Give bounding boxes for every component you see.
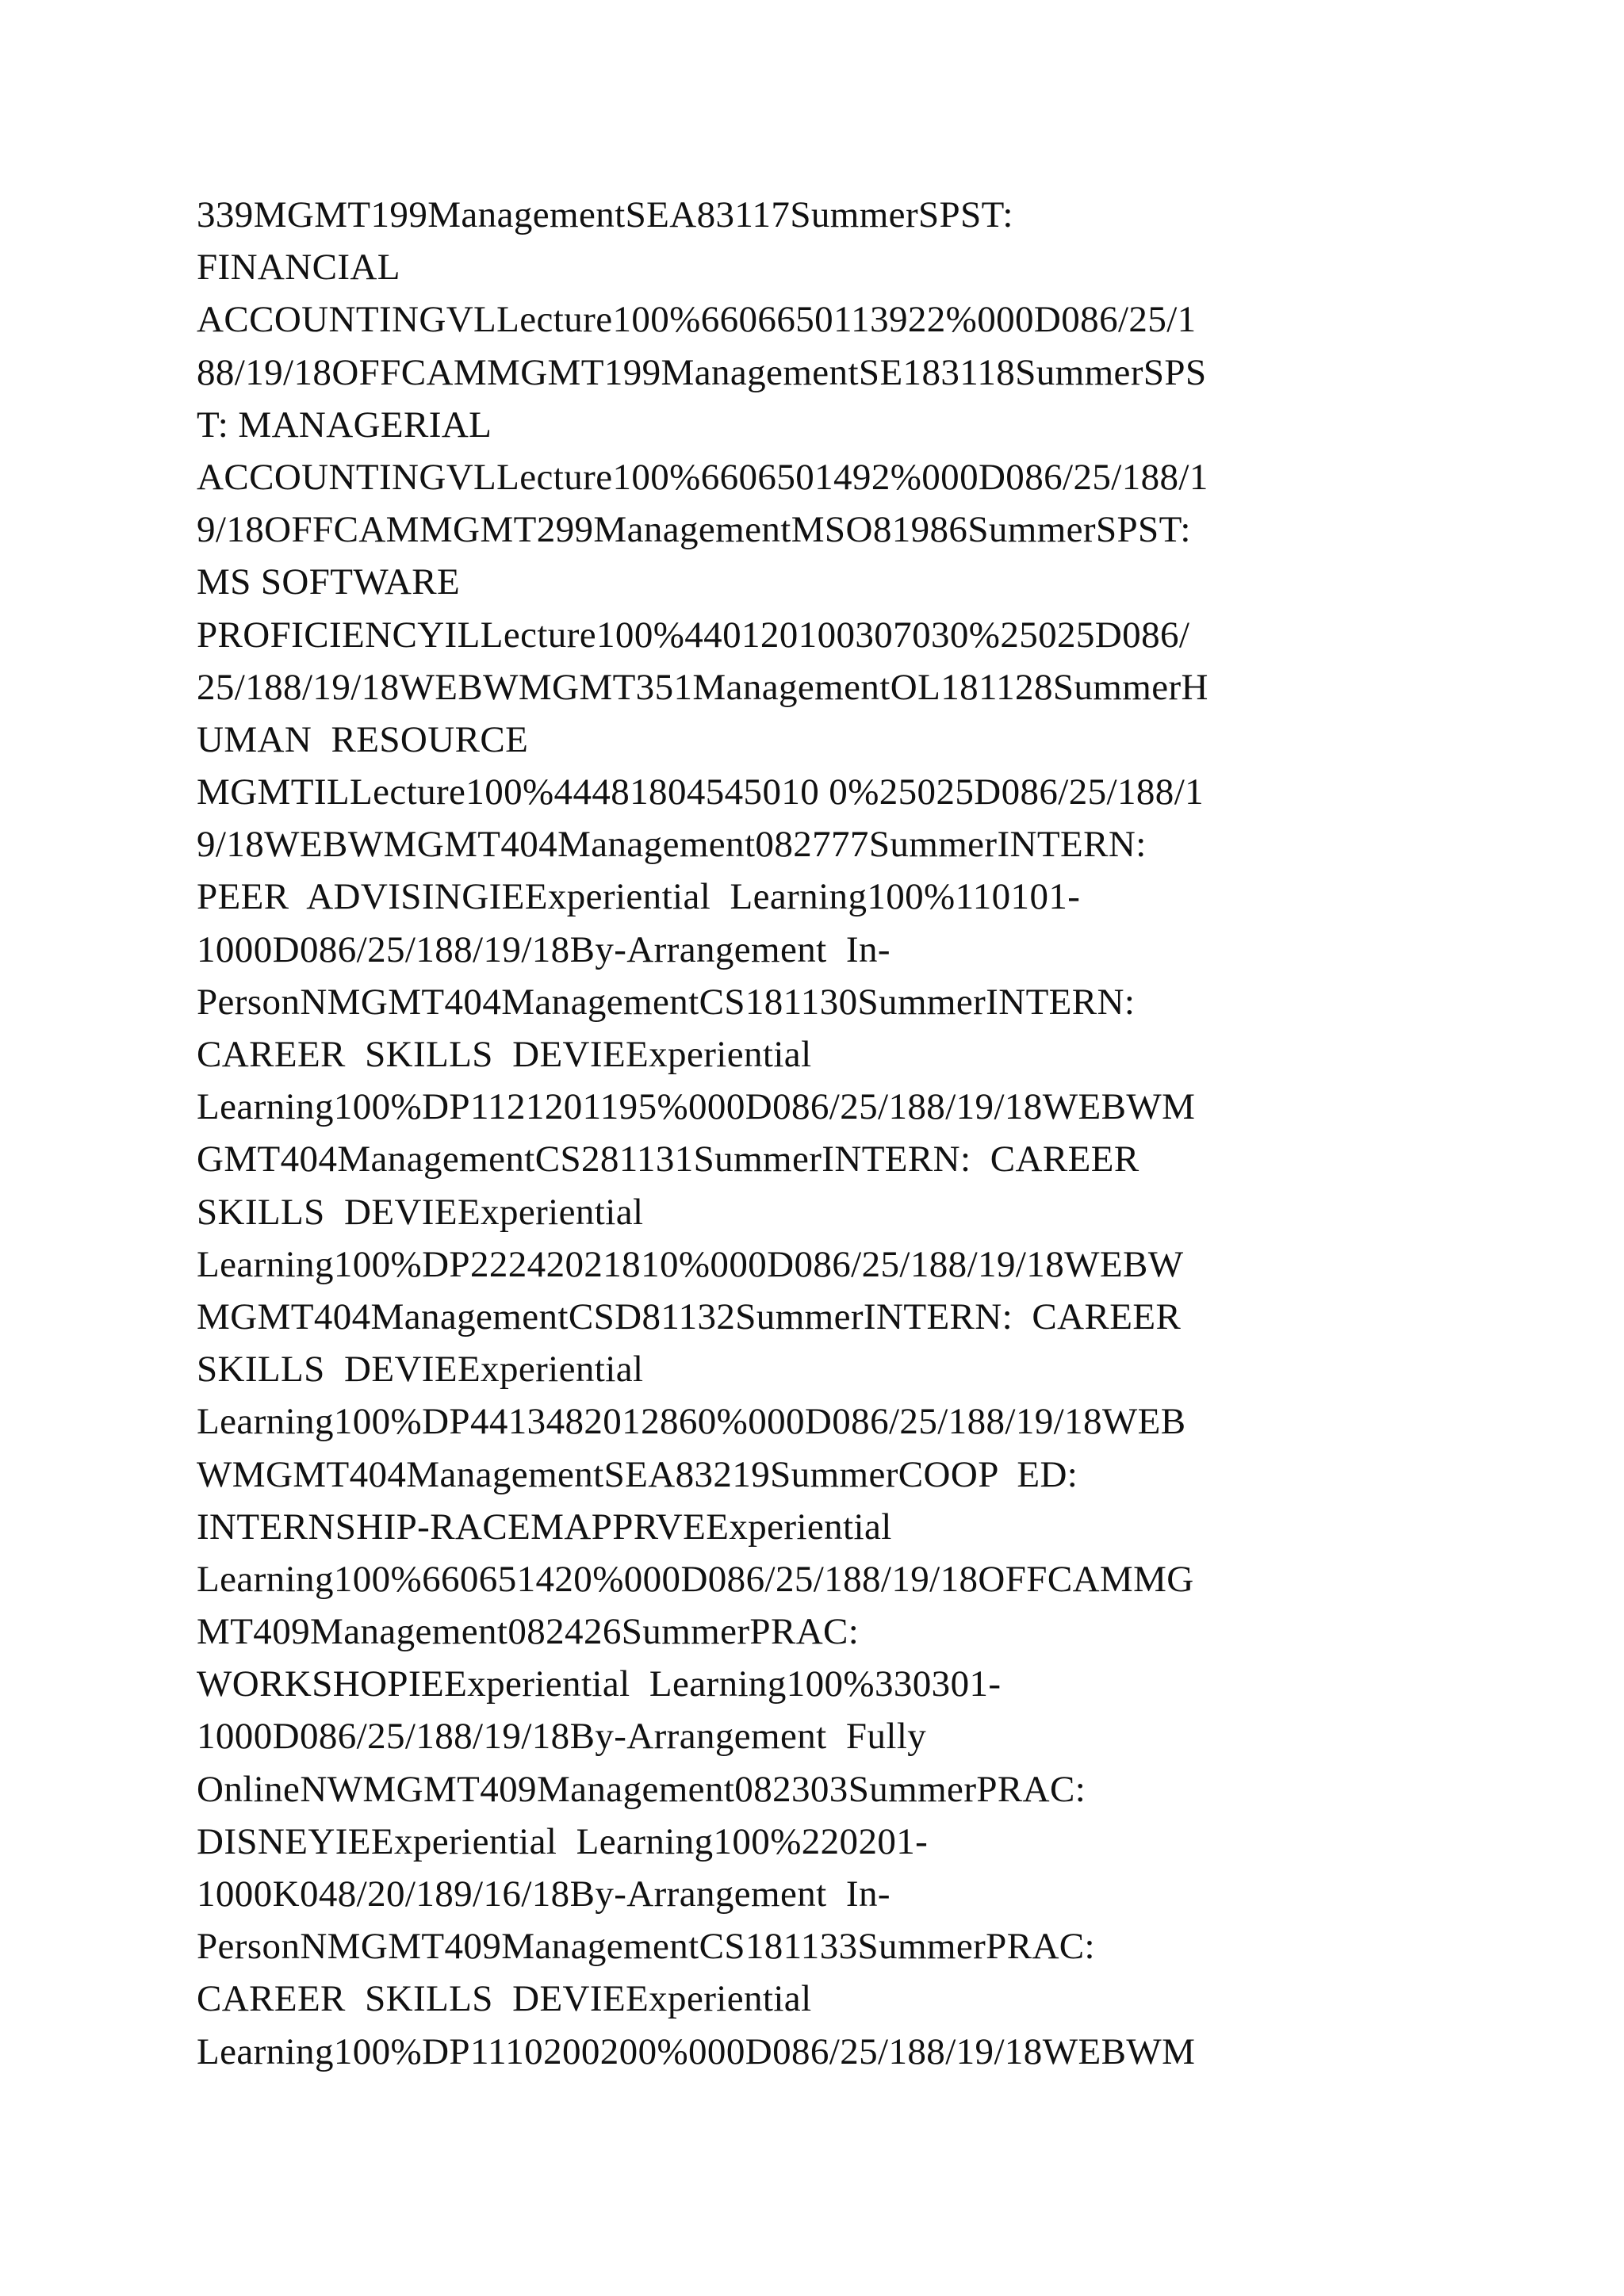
text-line: FINANCIAL xyxy=(197,247,400,289)
text-line: 339MGMT199ManagementSEA83117SummerSPST: xyxy=(197,194,1013,235)
text-line: 9/18OFFCAMMGMT299ManagementMSO81986SummerSPST: xyxy=(197,509,1191,551)
course-listing-text xyxy=(197,189,1434,2078)
text-line: Learning100%DP1110200200%000D086/25/188/19/18WEBWM xyxy=(197,2030,1196,2072)
text-line: MT409Management082426SummerPRAC: xyxy=(197,1611,860,1653)
text-line: Learning100%660651420%000D086/25/188/19/18OFFCAMMG xyxy=(197,1558,1194,1600)
text-line: SKILLS DEVIEExperiential xyxy=(197,1349,644,1391)
text-line: 1000K048/20/189/16/18By-Arrangement In- xyxy=(197,1873,891,1915)
text-line: SKILLS DEVIEExperiential xyxy=(197,1191,644,1233)
text-line: WMGMT404ManagementSEA83219SummerCOOP ED: xyxy=(197,1453,1078,1495)
text-line: Learning100%DP1121201195%000D086/25/188/19/18WEBWM xyxy=(197,1086,1196,1128)
text-line: OnlineNWMGMT409Management082303SummerPRAC: xyxy=(197,1768,1086,1810)
text-line: PersonNMGMT404ManagementCS181130SummerINTERN: xyxy=(197,981,1136,1023)
text-line: DISNEYIEExperiential Learning100%220201- xyxy=(197,1820,929,1862)
text-line: MGMT404ManagementCSD81132SummerINTERN: CAREER xyxy=(197,1295,1182,1337)
text-line: GMT404ManagementCS281131SummerINTERN: CAREER xyxy=(197,1138,1139,1181)
text-line: T: MANAGERIAL xyxy=(197,404,492,446)
text-line: Learning100%DP4413482012860%000D086/25/188/19/18WEB xyxy=(197,1401,1186,1443)
text-line: MGMTILLecture100%44481804545010 0%25025D086/25/188/1 xyxy=(197,771,1205,813)
text-line: WORKSHOPIEExperiential Learning100%330301- xyxy=(197,1663,1002,1705)
text-line: 1000D086/25/188/19/18By-Arrangement In- xyxy=(197,928,891,970)
text-line: MS SOFTWARE xyxy=(197,561,461,603)
text-line: INTERNSHIP-RACEMAPPRVEExperiential xyxy=(197,1506,892,1548)
text-line: PEER ADVISINGIEExperiential Learning100%110101- xyxy=(197,876,1081,918)
text-line: ACCOUNTINGVLLecture100%6606501492%000D086/25/188/1 xyxy=(197,456,1208,498)
text-line: PROFICIENCYILLecture100%440120100307030%25025D086/ xyxy=(197,614,1190,656)
text-line: 9/18WEBWMGMT404Management082777SummerINTERN: xyxy=(197,824,1147,866)
text-line: CAREER SKILLS DEVIEExperiential xyxy=(197,1978,812,2020)
text-line: UMAN RESOURCE xyxy=(197,718,529,760)
text-line: Learning100%DP22242021810%000D086/25/188/19/18WEBW xyxy=(197,1243,1184,1285)
text-line: 88/19/18OFFCAMMGMT199ManagementSE183118SummerSPS xyxy=(197,351,1207,393)
text-line: CAREER SKILLS DEVIEExperiential xyxy=(197,1034,812,1075)
text-line: PersonNMGMT409ManagementCS181133SummerPRAC: xyxy=(197,1926,1096,1968)
text-line: 1000D086/25/188/19/18By-Arrangement Fully xyxy=(197,1716,927,1758)
text-line: 25/188/19/18WEBWMGMT351ManagementOL181128SummerH xyxy=(197,666,1208,708)
text-line: ACCOUNTINGVLLecture100%6606650113922%000D086/25/1 xyxy=(197,299,1197,341)
